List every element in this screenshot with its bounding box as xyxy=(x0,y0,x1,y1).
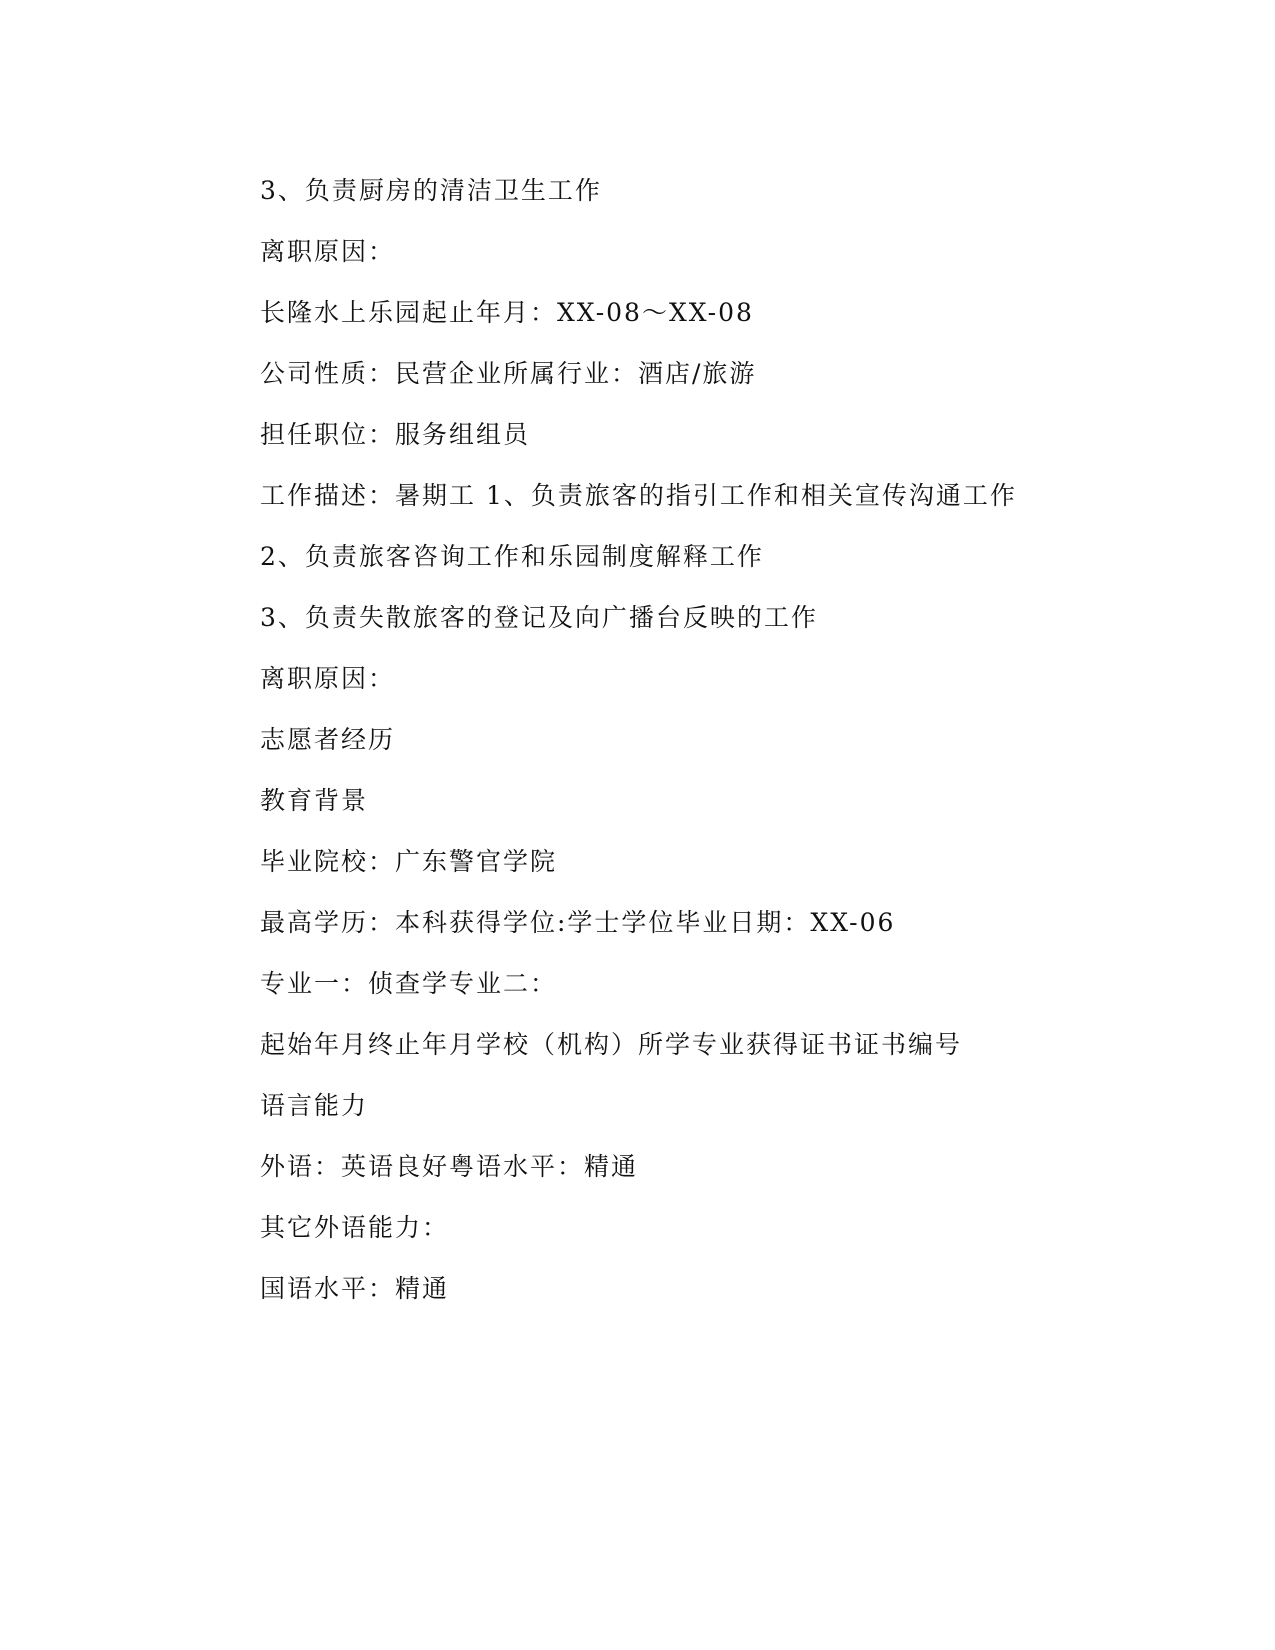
position-held: 担任职位：服务组组员 xyxy=(260,420,531,449)
job-duty-lost-visitors: 3、负责失散旅客的登记及向广播台反映的工作 xyxy=(260,603,818,632)
section-education-background: 教育背景 xyxy=(260,786,369,815)
job-duty-consulting: 2、负责旅客咨询工作和乐园制度解释工作 xyxy=(260,542,764,571)
company-type-industry: 公司性质：民营企业所属行业：酒店/旅游 xyxy=(260,359,757,388)
graduate-school: 毕业院校：广东警官学院 xyxy=(260,847,558,876)
document-body xyxy=(260,160,1080,1319)
highest-degree: 最高学历：本科获得学位:学士学位毕业日期：XX-06 xyxy=(260,908,896,937)
mandarin-level: 国语水平：精通 xyxy=(260,1274,450,1303)
section-language-skills: 语言能力 xyxy=(260,1091,369,1120)
majors: 专业一：侦查学专业二： xyxy=(260,969,558,998)
employer-period: 长隆水上乐园起止年月：XX-08～XX-08 xyxy=(260,298,754,327)
foreign-language: 外语：英语良好粤语水平：精通 xyxy=(260,1152,639,1181)
training-table-header: 起始年月终止年月学校（机构）所学专业获得证书证书编号 xyxy=(260,1030,963,1059)
leaving-reason-label: 离职原因： xyxy=(260,237,396,266)
other-language-ability: 其它外语能力： xyxy=(260,1213,450,1242)
section-volunteer-experience: 志愿者经历 xyxy=(260,725,396,754)
job-duty-cleaning: 3、负责厨房的清洁卫生工作 xyxy=(260,176,602,205)
leaving-reason-label: 离职原因： xyxy=(260,664,396,693)
job-description: 工作描述：暑期工 1、负责旅客的指引工作和相关宣传沟通工作 xyxy=(260,481,1017,510)
